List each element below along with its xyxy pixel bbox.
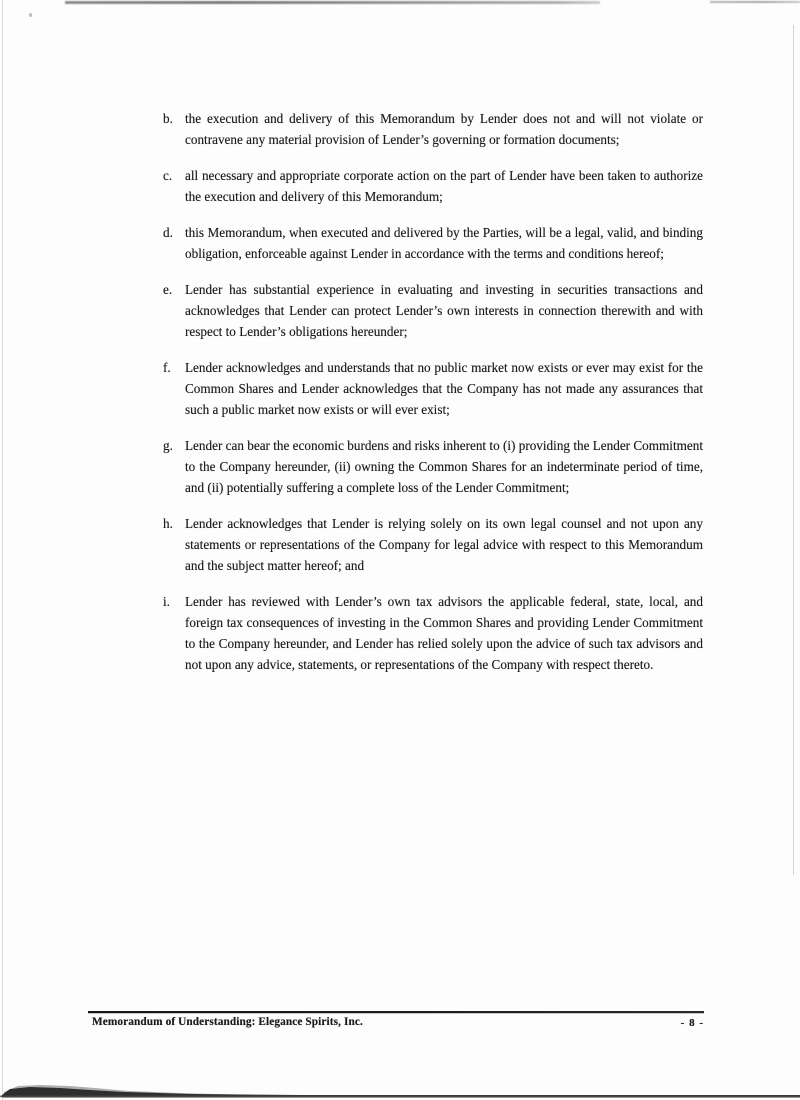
clause-item-c <box>163 165 703 207</box>
clause-text: the execution and delivery of this Memorandum by Lender does not and will not violate or contravene any material provision of Lender’s governing or formation documents; <box>185 111 703 147</box>
clause-item-h <box>163 513 703 576</box>
clause-marker: b. <box>163 111 173 126</box>
scan-artifact-speck <box>29 13 32 17</box>
footer-page-number: - 8 - <box>680 1017 704 1029</box>
clause-marker: f. <box>163 360 171 375</box>
clause-text: this Memorandum, when executed and delivered by the Parties, will be a legal, valid, and binding obligation, enforceable against Lender in accordance with the terms and conditions hereof; <box>185 225 703 261</box>
clause-text: Lender has substantial experience in evaluating and investing in securities transactions and acknowledges that Lender can protect Lender’s own interests in connection therewith and with respect to Lender’s obligations hereunder; <box>185 282 703 339</box>
clause-text: Lender acknowledges and understands that no public market now exists or ever may exist for the Common Shares and Lender acknowledges that the Company has not made any assurances that such a public market now exists or will ever exist; <box>185 360 703 417</box>
clause-text: all necessary and appropriate corporate action on the part of Lender have been taken to authorize the execution and delivery of this Memorandum; <box>185 168 703 204</box>
scan-artifact-top-line <box>65 1 600 4</box>
footer-rule <box>88 1011 704 1013</box>
clause-marker: c. <box>163 168 173 183</box>
clause-item-i <box>163 591 703 675</box>
scan-artifact-left-edge <box>2 0 3 1100</box>
clause-list <box>163 108 703 690</box>
clause-item-g <box>163 435 703 498</box>
clause-item-b <box>163 108 703 150</box>
clause-item-e <box>163 279 703 342</box>
clause-text: Lender has reviewed with Lender’s own tax advisors the applicable federal, state, local, and foreign tax consequences of investing in the Common Shares and providing Lender Commitment to the Company hereunder, and Lender has relied solely upon the advice of such tax advisors and not upon any advice, statements, or representations of the Company with respect thereto. <box>185 594 703 672</box>
footer-document-title: Memorandum of Understanding: Elegance Spirits, Inc. <box>92 1016 363 1028</box>
scan-artifact-right-edge <box>793 25 794 875</box>
clause-item-d <box>163 222 703 264</box>
clause-marker: d. <box>163 225 173 240</box>
clause-item-f <box>163 357 703 420</box>
scan-artifact-bottom-edge <box>0 1078 800 1100</box>
clause-marker: i. <box>163 594 170 609</box>
scan-artifact-top-line-right <box>710 1 800 3</box>
clause-marker: g. <box>163 438 173 453</box>
clause-marker: h. <box>163 516 173 531</box>
clause-text: Lender can bear the economic burdens and risks inherent to (i) providing the Lender Commitment to the Company hereunder, (ii) owning the Common Shares for an indeterminate period of time, and (ii) potentially suffering a complete loss of the Lender Commitment; <box>185 438 703 495</box>
clause-text: Lender acknowledges that Lender is relying solely on its own legal counsel and not upon any statements or representations of the Company for legal advice with respect to this Memorandum and the subject matter hereof; and <box>185 516 703 573</box>
clause-marker: e. <box>163 282 173 297</box>
